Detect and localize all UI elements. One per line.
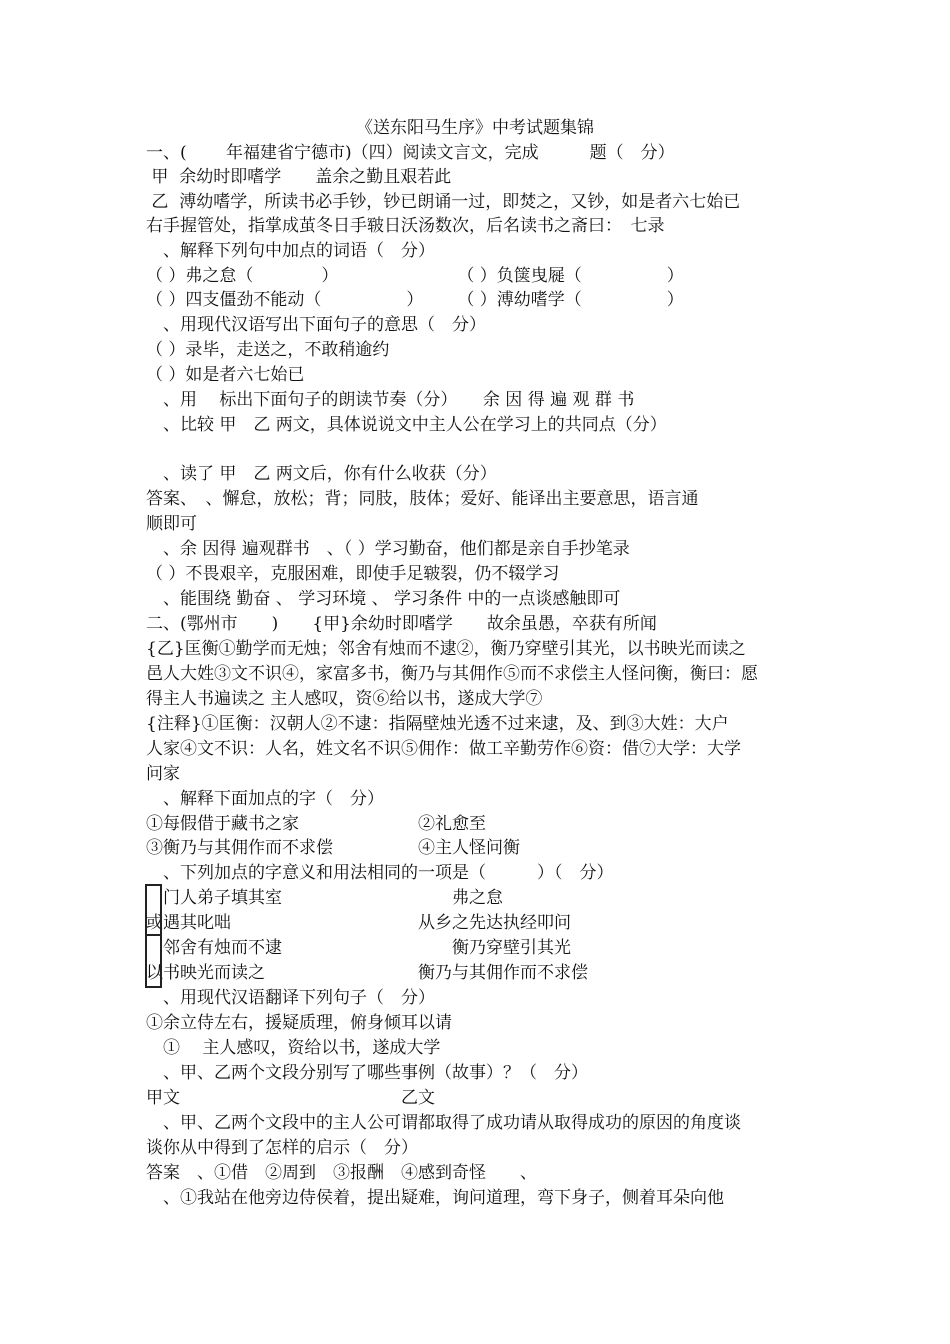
- text-line: 右手握管处，指掌成茧冬日手皲日沃汤数次，后名读书之斋曰： 七录: [146, 216, 665, 236]
- text-line: 、甲、乙两个文段中的主人公可谓都取得了成功请从取得成功的原因的角度谈: [146, 1113, 741, 1133]
- text-line: ①余立侍左右，援疑质理，俯身倾耳以请: [146, 1013, 452, 1033]
- text-line: （ ）四支僵劲不能动（ ） （ ）溥幼嗜学（ ）: [146, 290, 684, 310]
- text-line: 、读了 甲 乙 两文后，你有什么收获（分）: [146, 464, 497, 484]
- answer-line: 、①我站在他旁边侍侯着，提出疑难，询问道理，弯下身子，侧着耳朵向他: [146, 1188, 724, 1208]
- text-line: 、甲、乙两个文段分别写了哪些事例（故事）？（ 分）: [146, 1063, 588, 1083]
- text-line: 甲文 乙文: [146, 1088, 435, 1108]
- text-line: （ ）弗之怠（ ） （ ）负箧曳屣（ ）: [146, 266, 684, 286]
- text-line: （ ）录毕，走送之，不敢稍逾约: [146, 340, 390, 360]
- text-line: 乙 溥幼嗜学，所读书必手钞，钞已朗诵一过，即焚之，又钞，如是者六七始已: [146, 192, 741, 212]
- option-line: 邻舍有烛而不逮 衡乃穿壁引其光: [146, 938, 571, 958]
- text-line: ① 主人感叹，资给以书，遂成大学: [146, 1038, 441, 1058]
- text-line: 二、(鄂州市 ) {甲}余幼时即嗜学 故余虽愚，卒获有所闻: [146, 614, 657, 634]
- option-line: 以书映光而读之 衡乃与其佣作而不求偿: [146, 963, 588, 983]
- text-line: {乙}匡衡①勤学而无烛；邻舍有烛而不逮②，衡乃穿壁引其光，以书映光而读之: [146, 639, 746, 659]
- option-box-bottom: [145, 934, 162, 988]
- text-line: 、用现代汉语写出下面句子的意思（ 分）: [146, 315, 486, 335]
- document-title: 《送东阳马生序》中考试题集锦: [356, 118, 594, 138]
- option-line: 或遇其叱咄 从乡之先达执经叩问: [146, 913, 571, 933]
- text-line: 、下列加点的字意义和用法相同的一项是（ ）（ 分）: [146, 863, 614, 883]
- text-line: 、用 标出下面句子的朗读节奏（分） 余 因 得 遍 观 群 书: [146, 390, 635, 410]
- text-line: 、解释下面加点的字（ 分）: [146, 789, 384, 809]
- text-line: 、用现代汉语翻译下列句子（ 分）: [146, 988, 435, 1008]
- text-line: ①每假借于藏书之家 ②礼愈至: [146, 814, 486, 834]
- text-line: 、解释下列句中加点的词语（ 分）: [146, 241, 435, 261]
- notes-line: 人家④文不识：人名，姓文名不识⑤佣作：做工辛勤劳作⑥资：借⑦大学：大学: [146, 739, 741, 759]
- text-line: （ ）如是者六七始已: [146, 365, 305, 385]
- answer-line: 、余 因得 遍观群书 、（ ）学习勤奋，他们都是亲自手抄笔录: [146, 539, 630, 559]
- text-line: 谈你从中得到了怎样的启示（ 分）: [146, 1138, 418, 1158]
- text-line: 得主人书遍读之 主人感叹，资⑥给以书，遂成大学⑦: [146, 689, 543, 709]
- text-line: 、比较 甲 乙 两文，具体说说文中主人公在学习上的共同点（分）: [146, 415, 667, 435]
- option-box-top: [145, 884, 162, 936]
- text-line: 甲 余幼时即嗜学 盖余之勤且艰若此: [146, 167, 452, 187]
- notes-line: 问家: [146, 764, 180, 784]
- answer-line: （ ）不畏艰辛，克服困难，即使手足皲裂，仍不辍学习: [146, 564, 560, 584]
- answer-line: 顺即可: [146, 514, 197, 534]
- text-line: 邑人大姓③文不识④，家富多书，衡乃与其佣作⑤而不求偿主人怪问衡，衡曰：愿: [146, 664, 758, 684]
- option-line: 门人弟子填其室 弗之怠: [146, 888, 503, 908]
- answer-line: 答案 、①借 ②周到 ③报酬 ④感到奇怪 、: [146, 1163, 537, 1183]
- text-line: ③衡乃与其佣作而不求偿 ④主人怪问衡: [146, 838, 520, 858]
- answer-line: 答案、 、懈怠，放松；背；同肢，肢体；爱好、能译出主要意思，语言通: [146, 489, 699, 509]
- text-line: 一、( 年福建省宁德市)（四）阅读文言文，完成 题（ 分）: [146, 143, 675, 163]
- notes-line: {注释}①匡衡：汉朝人②不逮：指隔壁烛光透不过来逮，及、到③大姓：大户: [146, 714, 729, 734]
- answer-line: 、能围绕 勤奋 、 学习环境 、 学习条件 中的一点谈感触即可: [146, 589, 621, 609]
